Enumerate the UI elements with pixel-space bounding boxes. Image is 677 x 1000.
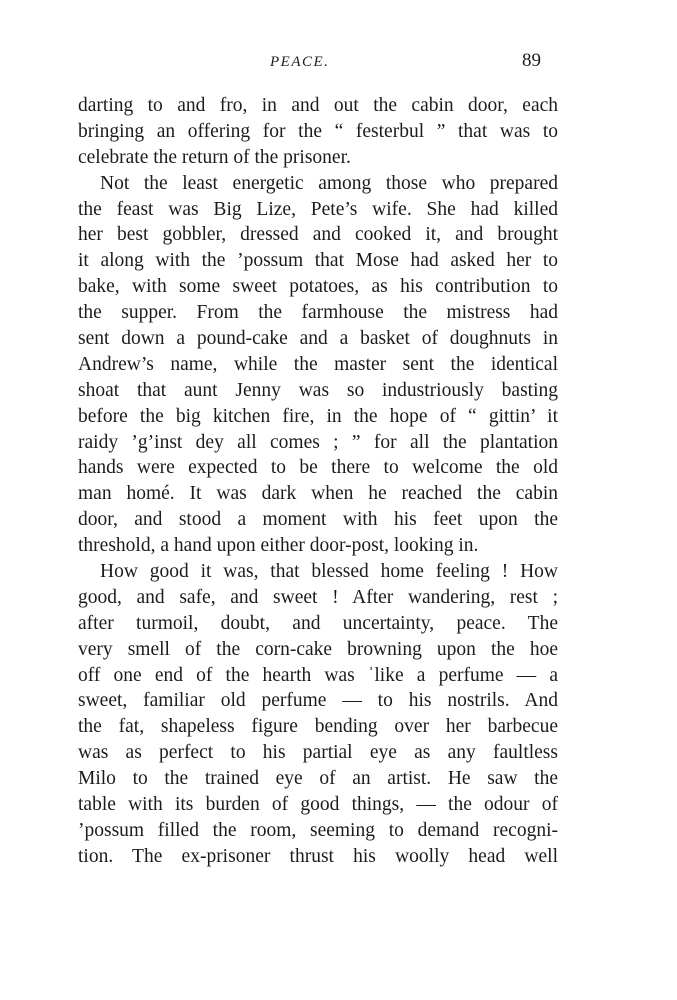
text-line: threshold, a hand upon either door-post, looking in. — [78, 535, 479, 557]
text-line: the feast was Big Lize, Pete’s wife. She had killed — [78, 198, 558, 220]
body-text — [78, 93, 558, 870]
text-line: the supper. From the farmhouse the mistress had — [78, 302, 558, 324]
text-line: sweet, familiar old perfume — to his nostrils. And — [78, 690, 558, 712]
text-line: raidy ’g’inst dey all comes ; ” for all the plantation — [78, 431, 558, 453]
text-line: tion. The ex-prisoner thrust his woolly head well — [78, 845, 558, 867]
text-line: very smell of the corn-cake browning upon the hoe — [78, 638, 558, 660]
page-number: 89 — [522, 50, 541, 71]
text-line: her best gobbler, dressed and cooked it, and brought — [78, 224, 558, 246]
text-line: darting to and fro, in and out the cabin door, each — [78, 95, 558, 116]
text-line: Not the least energetic among those who prepared — [100, 172, 558, 194]
text-line: off one end of the hearth was ˈlike a perfume — a — [78, 664, 558, 686]
text-line: How good it was, that blessed home feeling ! How — [100, 561, 558, 583]
running-head — [0, 50, 677, 74]
text-line: door, and stood a moment with his feet upon the — [78, 509, 558, 531]
text-line: after turmoil, doubt, and uncertainty, peace. The — [78, 612, 558, 634]
text-line: before the big kitchen fire, in the hope of “ gittin’ it — [78, 405, 558, 427]
text-line: was as perfect to his partial eye as any faultless — [78, 742, 558, 764]
text-line: celebrate the return of the prisoner. — [78, 146, 351, 168]
text-line: ’possum filled the room, seeming to demand recogni- — [78, 819, 558, 841]
text-line: bringing an offering for the “ festerbul ” that was to — [78, 120, 558, 142]
text-line: table with its burden of good things, — the odour of — [78, 794, 558, 816]
running-title: PEACE. — [270, 54, 330, 70]
text-line: good, and safe, and sweet ! After wandering, rest ; — [78, 586, 558, 608]
text-line: shoat that aunt Jenny was so industriously basting — [78, 379, 558, 401]
text-line: it along with the ’possum that Mose had asked her to — [78, 250, 558, 272]
text-line: the fat, shapeless figure bending over her barbecue — [78, 716, 558, 738]
text-line: sent down a pound-cake and a basket of doughnuts in — [78, 328, 558, 350]
text-line: man homé. It was dark when he reached the cabin — [78, 483, 558, 505]
text-line: hands were expected to be there to welcome the old — [78, 457, 558, 479]
text-line: Andrew’s name, while the master sent the identical — [78, 353, 558, 375]
text-line: Milo to the trained eye of an artist. He saw the — [78, 768, 558, 790]
text-line: bake, with some sweet potatoes, as his contribution to — [78, 276, 558, 298]
